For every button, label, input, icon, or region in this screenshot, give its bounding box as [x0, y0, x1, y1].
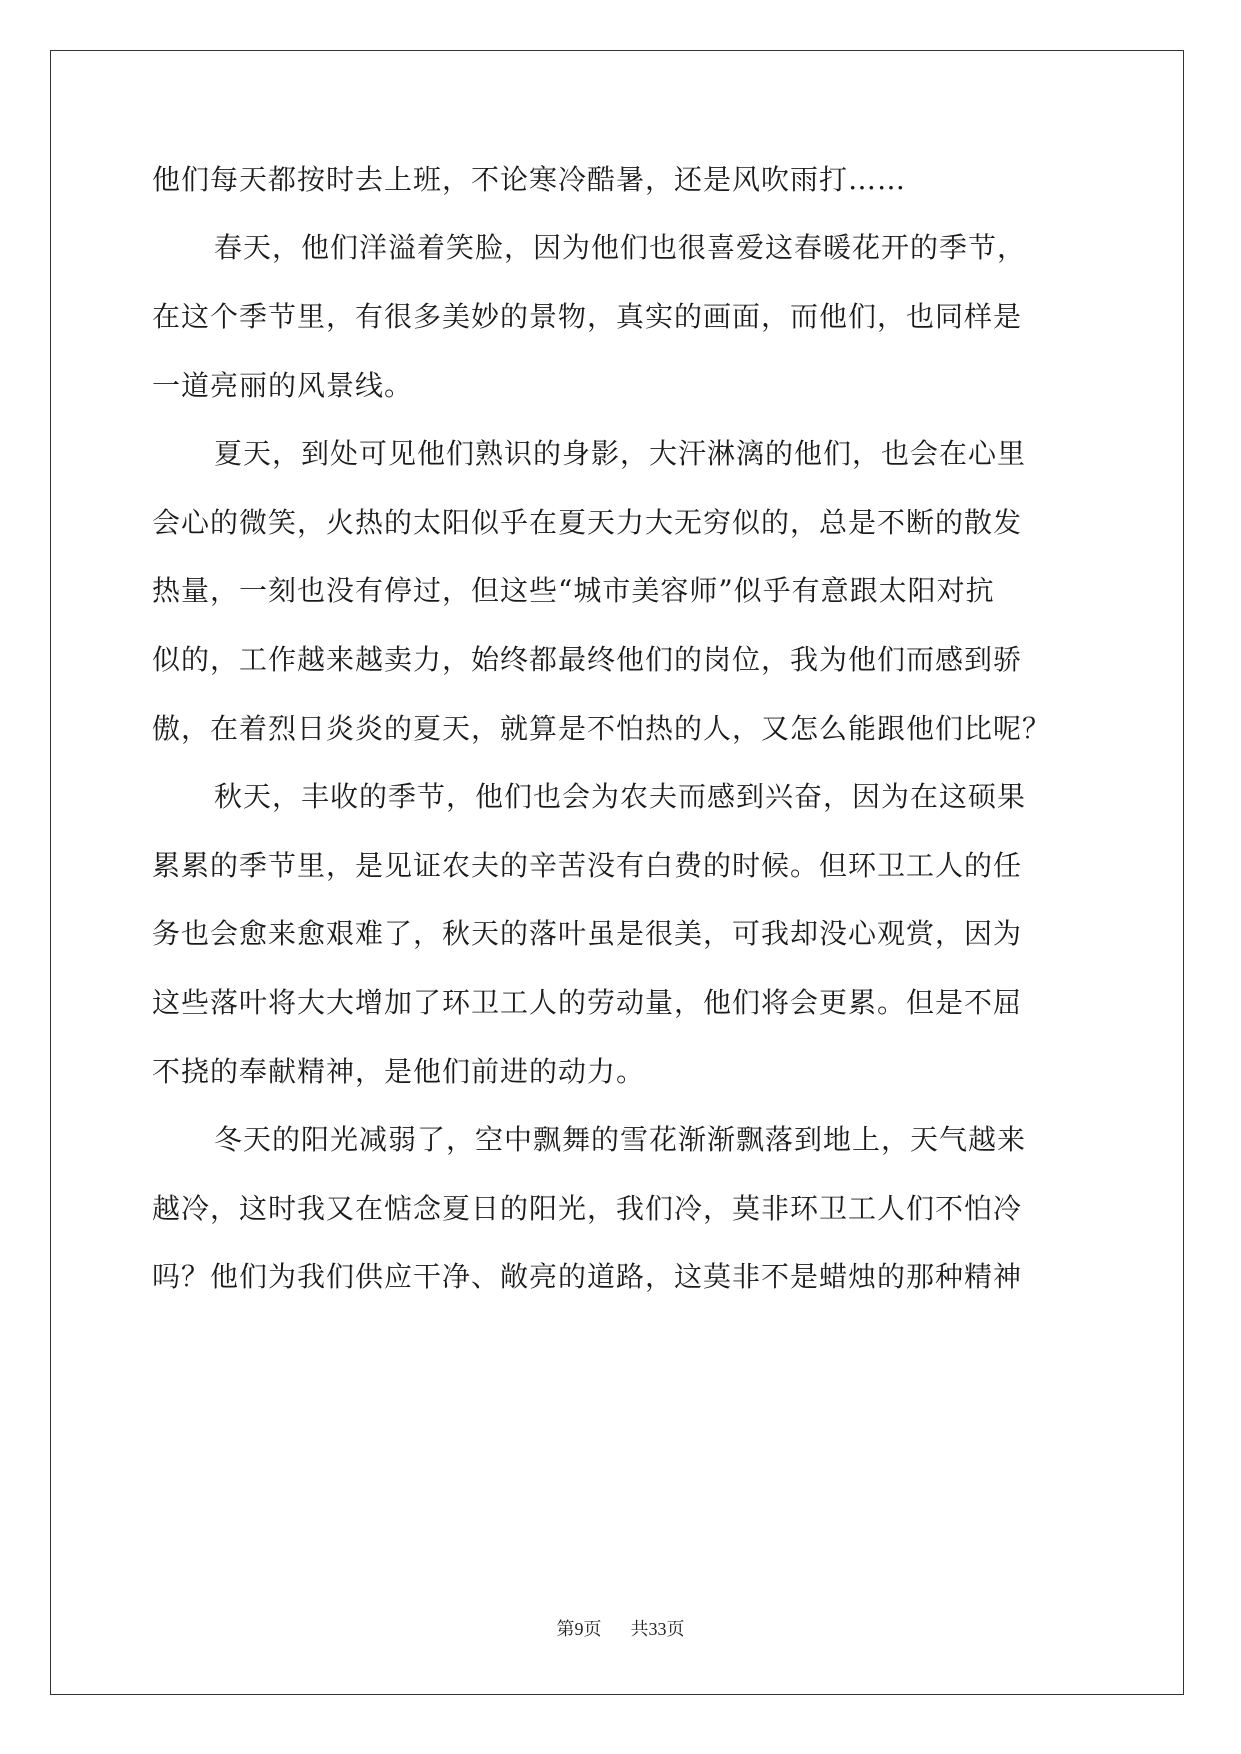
text-line: 务也会愈来愈艰难了，秋天的落叶虽是很美，可我却没心观赏，因为: [152, 917, 1023, 950]
current-page-number: 第9页: [556, 1619, 602, 1639]
paragraph-start-line: 春天，他们洋溢着笑脸，因为他们也很喜爱这春暖花开的季节，: [214, 231, 1027, 264]
page-footer: [0, 1615, 1241, 1641]
text-line: 傲，在着烈日炎炎的夏天，就算是不怕热的人，又怎么能跟他们比呢？: [152, 712, 1052, 745]
text-line: 似的，工作越来越卖力，始终都最终他们的岗位，我为他们而感到骄: [152, 643, 1023, 676]
total-page-count: 共33页: [630, 1619, 685, 1639]
text-line: 累累的季节里，是见证农夫的辛苦没有白费的时候。但环卫工人的任: [152, 849, 1023, 882]
paragraph-start-line: 冬天的阳光减弱了，空中飘舞的雪花渐渐飘落到地上，天气越来: [214, 1123, 1027, 1156]
text-line: 不挠的奉献精神，是他们前进的动力。: [152, 1055, 646, 1088]
text-line: 这些落叶将大大增加了环卫工人的劳动量，他们将会更累。但是不屈: [152, 986, 1023, 1019]
text-line: 热量，一刻也没有停过，但这些“城市美容师”似乎有意跟太阳对抗: [152, 574, 995, 607]
text-line: 他们每天都按时去上班，不论寒冷酷暑，还是风吹雨打……: [152, 163, 907, 196]
text-line: 越冷，这时我又在惦念夏日的阳光，我们冷，莫非环卫工人们不怕冷: [152, 1192, 1023, 1225]
text-line: 会心的微笑，火热的太阳似乎在夏天力大无穷似的，总是不断的散发: [152, 506, 1023, 539]
paragraph-start-line: 秋天，丰收的季节，他们也会为农夫而感到兴奋，因为在这硕果: [214, 780, 1027, 813]
text-line: 吗？他们为我们供应干净、敞亮的道路，这莫非不是蜡烛的那种精神: [152, 1260, 1023, 1293]
text-line: 在这个季节里，有很多美妙的景物，真实的画面，而他们，也同样是: [152, 300, 1023, 333]
text-line: 一道亮丽的风景线。: [152, 369, 414, 402]
paragraph-start-line: 夏天，到处可见他们熟识的身影，大汗淋漓的他们，也会在心里: [214, 437, 1027, 470]
